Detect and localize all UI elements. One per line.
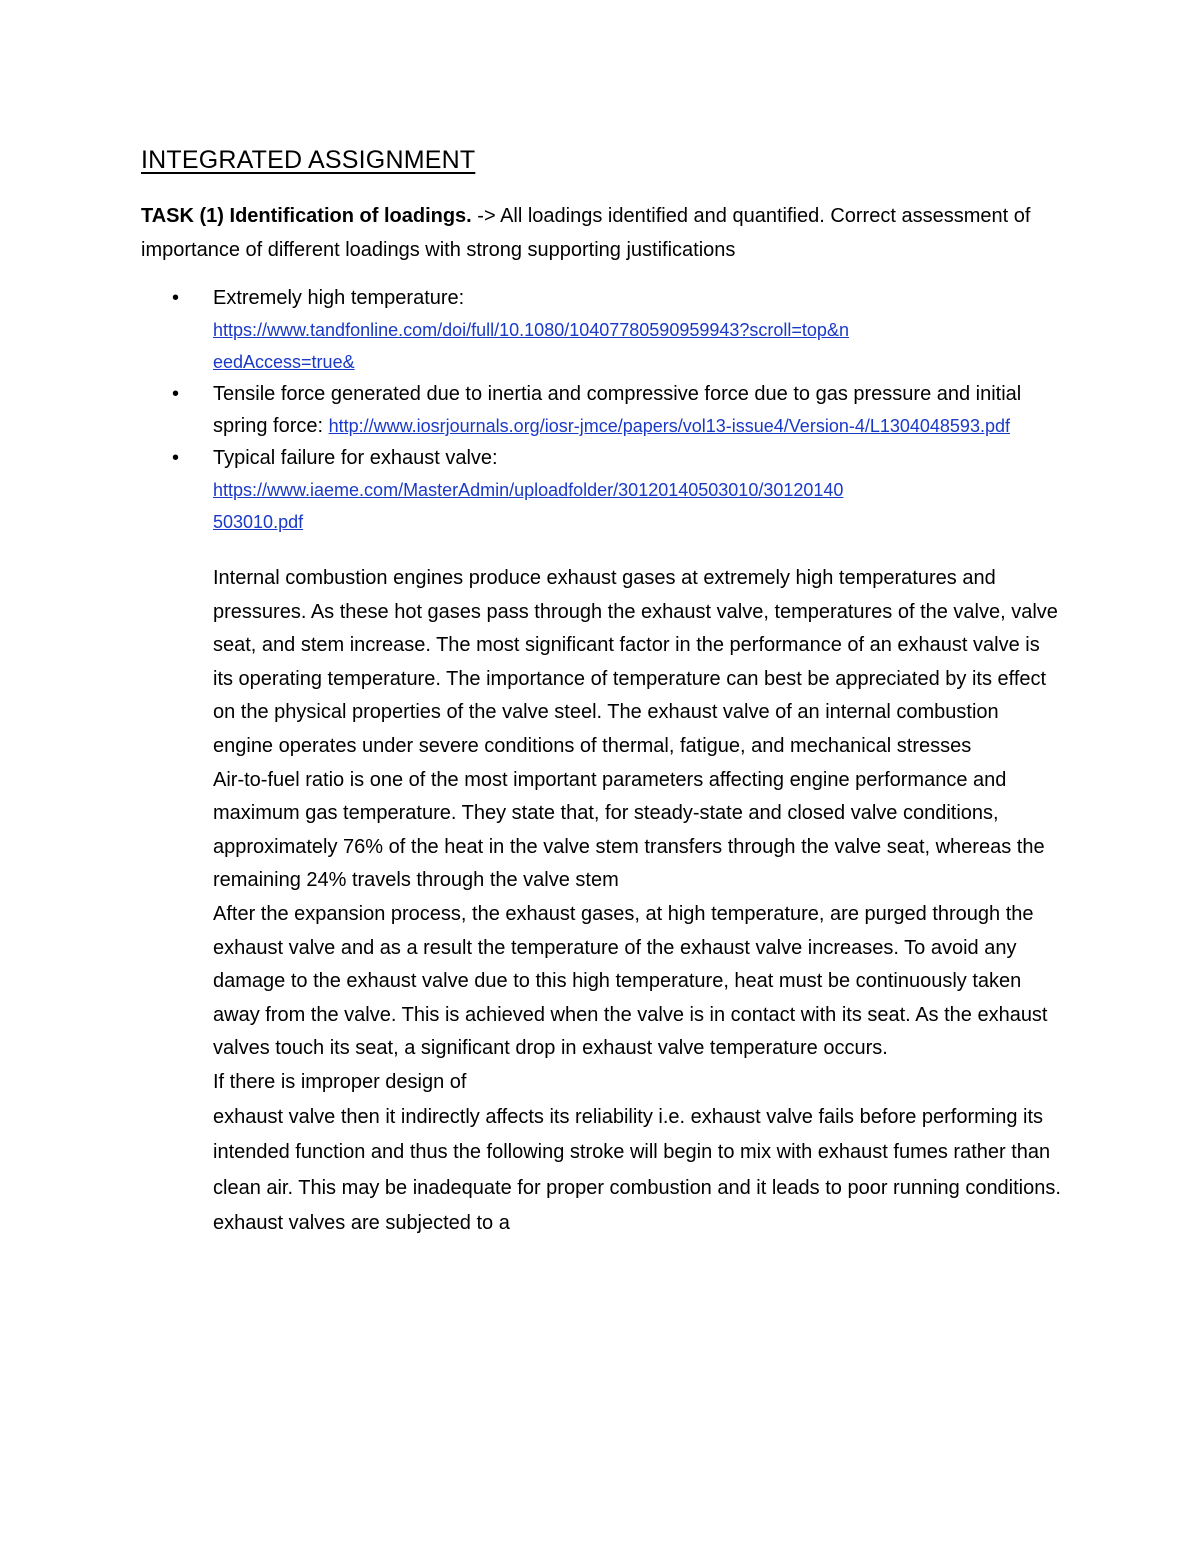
paragraph: exhaust valve then it indirectly affects its reliability i.e. exhaust valve fails before performing its intended function and thus the following stroke will begin to mix with exhaust fumes rather than clean air. This may be inadequate for proper combustion and it leads to poor running conditions. exhaust valves are subjected to a (213, 1105, 1061, 1234)
paragraph: After the expansion process, the exhaust gases, at high temperature, are purged through the exhaust valve and as a result the temperature of the exhaust valve increases. To avoid any damage to the exhaust valve due to this high temperature, heat must be continuously taken away from the valve. This is achieved when the valve is in contact with its seat. As the exhaust valves touch its seat, a significant drop in exhaust valve temperature occurs. (213, 902, 1048, 1060)
task-text: -> All loadings identified and quantified. Correct assessment of importance of different loadings with strong supporting justifications (141, 205, 1031, 261)
reference-link-iaeme[interactable]: https://www.iaeme.com/MasterAdmin/uploadfolder/30120140503010/30120140503010.pdf (213, 480, 844, 532)
reference-item-failure (141, 442, 1071, 538)
paragraph: Internal combustion engines produce exhaust gases at extremely high temperatures and pressures. As these hot gases pass through the exhaust valve, temperatures of the valve, valve seat, and stem increase. The most significant factor in the performance of an exhaust valve is its operating temperature. The importance of temperature can best be appreciated by its effect on the physical properties of the valve steel. The exhaust valve of an internal combustion engine operates under severe conditions of thermal, fatigue, and mechanical stresses (213, 567, 1058, 757)
paragraph: Air-to-fuel ratio is one of the most important parameters affecting engine performance and maximum gas temperature. They state that, for steady-state and closed valve conditions, approximately 76% of the heat in the valve stem transfers through the valve seat, whereas the remaining 24% travels through the valve stem (213, 768, 1045, 892)
reference-text: Tensile force generated due to inertia and compressive force due to gas pressure and initial spring force: (213, 383, 1022, 437)
reference-text: Typical failure for exhaust valve: (213, 447, 498, 469)
reference-item-forces (141, 378, 1071, 442)
task-label: TASK (1) Identification of loadings. (141, 205, 472, 227)
reference-link-iosrjournals[interactable]: http://www.iosrjournals.org/iosr-jmce/papers/vol13-issue4/Version-4/L1304048593.pdf (328, 416, 1010, 436)
reference-text: Extremely high temperature: (213, 287, 465, 309)
reference-link-tandfonline[interactable]: https://www.tandfonline.com/doi/full/10.1080/10407780590959943?scroll=top&needAccess=true& (213, 320, 849, 372)
bullet-icon: • (172, 383, 180, 405)
body-text (213, 562, 1061, 1242)
document-title: INTEGRATED ASSIGNMENT (141, 146, 476, 174)
reference-item-temperature (141, 282, 1071, 378)
task-description (141, 200, 1041, 267)
bullet-icon: • (172, 447, 180, 469)
reference-list (141, 282, 1071, 538)
bullet-icon: • (172, 287, 180, 309)
paragraph: If there is improper design of (213, 1070, 467, 1093)
